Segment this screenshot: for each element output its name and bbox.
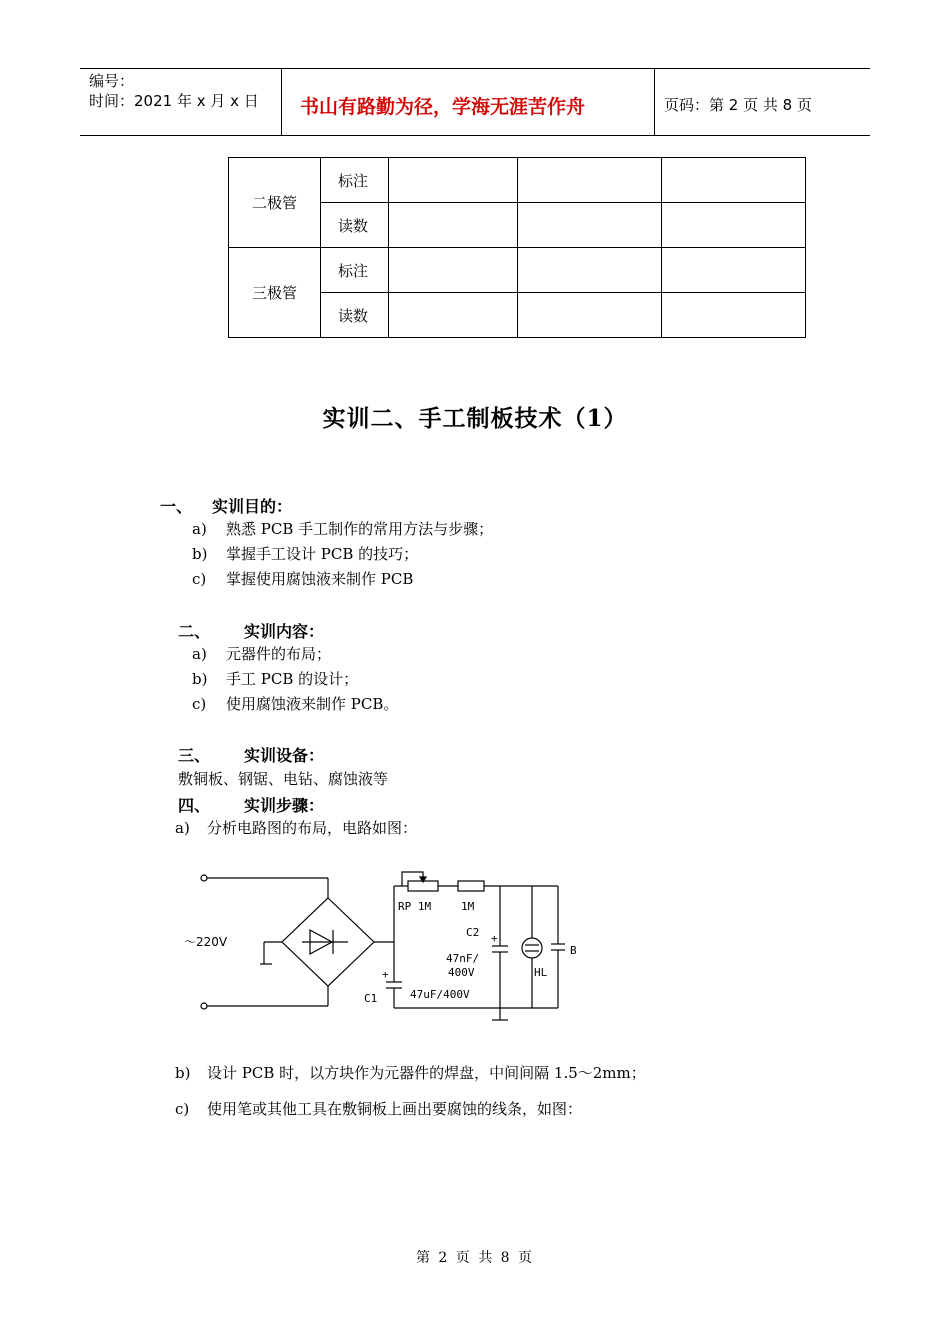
table-cell-empty xyxy=(662,158,806,203)
table-cell-empty xyxy=(389,203,518,248)
section-1-item-a: a) 熟悉 PCB 手工制作的常用方法与步骤； xyxy=(192,520,494,538)
section-3-heading: 实训设备： xyxy=(244,746,325,765)
table-cell-empty xyxy=(662,293,806,338)
table-cell-empty xyxy=(389,158,518,203)
terminal-top xyxy=(201,875,207,881)
neon-lamp-hl xyxy=(522,938,542,958)
table-cell-empty xyxy=(389,248,518,293)
header-divider-right xyxy=(654,68,655,136)
table-cell-transistor-reading: 读数 xyxy=(321,293,389,338)
section-1-number: 一、 xyxy=(160,497,193,516)
table-cell-empty xyxy=(518,158,662,203)
table-row-group-transistor: 三极管 xyxy=(229,248,321,338)
header-motto: 书山有路勤为径，学海无涯苦作舟 xyxy=(300,96,586,118)
label-c1-value: 47uF/400V xyxy=(410,988,470,1001)
label-c2-value-2: 400V xyxy=(448,966,475,979)
table-cell-empty xyxy=(389,293,518,338)
table-cell-diode-reading: 读数 xyxy=(321,203,389,248)
section-2-item-a: a) 元器件的布局； xyxy=(192,645,332,663)
section-3-body: 敷铜板、钢锯、电钻、腐蚀液等 xyxy=(178,770,389,788)
label-c1: C1 xyxy=(364,992,378,1005)
section-2-number: 二、 xyxy=(178,622,211,641)
table-cell-empty xyxy=(662,248,806,293)
section-1-item-c: c) 掌握使用腐蚀液来制作 PCB xyxy=(192,570,414,588)
page-footer: 第 2 页 共 8 页 xyxy=(415,1250,535,1266)
header-number-label: 编号： xyxy=(89,72,135,90)
section-2-item-b: b) 手工 PCB 的设计； xyxy=(192,670,359,688)
section-1-item-b: b) 掌握手工设计 PCB 的技巧； xyxy=(192,545,419,563)
label-ac: ～220V xyxy=(184,935,228,949)
page-title: 实训二、手工制板技术（1） xyxy=(322,405,628,432)
table-cell-empty xyxy=(518,293,662,338)
section-4-item-c: c) 使用笔或其他工具在敷铜板上画出要腐蚀的线条，如图： xyxy=(175,1100,583,1118)
header-bottom-rule xyxy=(80,135,870,136)
label-c1-plus: + xyxy=(382,968,389,981)
table-cell-transistor-mark: 标注 xyxy=(321,248,389,293)
header-top-rule xyxy=(80,68,870,69)
table-cell-empty xyxy=(518,203,662,248)
section-2-item-c: c) 使用腐蚀液来制作 PCB。 xyxy=(192,695,399,713)
section-3-number: 三、 xyxy=(178,746,211,765)
header-time-label: 时间：2021 年 x 月 x 日 xyxy=(89,92,259,110)
section-4-heading: 实训步骤： xyxy=(244,796,325,815)
section-4-item-a: a) 分析电路图的布局，电路如图： xyxy=(175,819,418,837)
table-cell-diode-mark: 标注 xyxy=(321,158,389,203)
label-c2-value-1: 47nF/ xyxy=(446,952,480,965)
header-page-label: 页码：第 2 页 共 8 页 xyxy=(664,96,812,114)
section-1-heading: 实训目的： xyxy=(212,497,293,516)
measurement-table xyxy=(228,157,806,338)
section-4-item-b: b) 设计 PCB 时，以方块作为元器件的焊盘，中间间隔 1.5～2mm； xyxy=(175,1064,646,1082)
section-4-number: 四、 xyxy=(178,796,211,815)
resistor-1m xyxy=(458,881,484,891)
header-divider-left xyxy=(281,68,282,136)
table-row-group-diode: 二极管 xyxy=(229,158,321,248)
table-cell-empty xyxy=(662,203,806,248)
label-hl: HL xyxy=(534,966,548,979)
table-cell-empty xyxy=(518,248,662,293)
label-r: 1M xyxy=(461,900,475,913)
label-b: B xyxy=(570,944,577,957)
label-rp: RP 1M xyxy=(398,900,432,913)
circuit-diagram xyxy=(180,860,600,1030)
terminal-bottom xyxy=(201,1003,207,1009)
label-c2: C2 xyxy=(466,926,480,939)
section-2-heading: 实训内容： xyxy=(244,622,325,641)
label-c2-plus: + xyxy=(491,932,498,945)
